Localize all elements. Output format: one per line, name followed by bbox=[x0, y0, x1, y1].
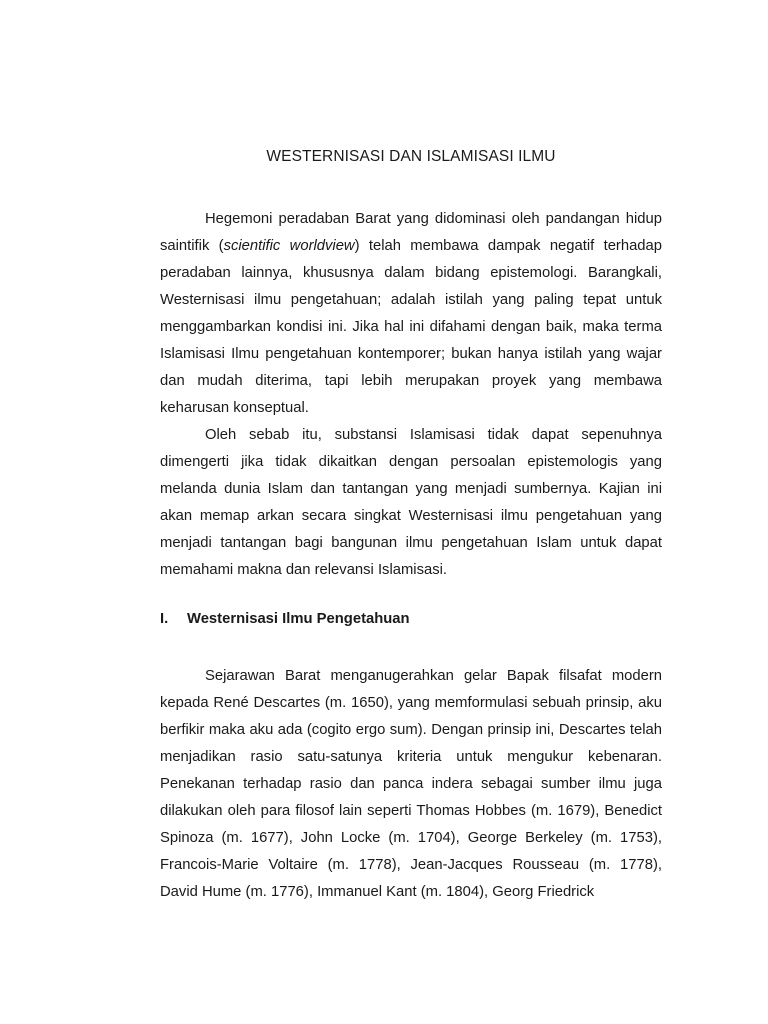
section-1-body bbox=[160, 663, 662, 906]
italic-term: scientific worldview bbox=[223, 238, 355, 254]
section-1-paragraph: Sejarawan Barat menganugerahkan gelar Bapak filsafat modern kepada René Descartes (m. 1650), yang memformulasi sebuah prinsip, aku berfikir maka aku ada (cogito ergo sum). Dengan prinsip ini, Descartes telah menjadikan rasio satu-satunya kriteria untuk mengukur kebenaran. Penekanan terhadap rasio dan panca indera sebagai sumber ilmu juga dilakukan oleh para filosof lain seperti Thomas Hobbes (m. 1679), Benedict Spinoza (m. 1677), John Locke (m. 1704), George Berkeley (m. 1753), Francois-Marie Voltaire (m. 1778), Jean-Jacques Rousseau (m. 1778), David Hume (m. 1776), Immanuel Kant (m. 1804), Georg Friedrick bbox=[160, 668, 662, 900]
paragraph-text: ) telah membawa dampak negatif terhadap peradaban lainnya, khususnya dalam bidang epistemologi. Barangkali, Westernisasi ilmu pengetahuan; adalah istilah yang paling tepat untuk menggambarkan kondisi ini. Jika hal ini difahami dengan baik, maka terma Islamisasi Ilmu pengetahuan kontemporer; bukan hanya istilah yang wajar dan mudah diterima, tapi lebih merupakan proyek yang membawa keharusan konseptual. bbox=[160, 238, 662, 416]
document-title: WESTERNISASI DAN ISLAMISASI ILMU bbox=[266, 148, 556, 165]
section-heading bbox=[160, 611, 410, 627]
section-number: I. bbox=[160, 611, 169, 627]
section-heading-text: Westernisasi Ilmu Pengetahuan bbox=[187, 611, 410, 627]
paragraph-text: Hegemoni peradaban Barat yang didominasi oleh pandangan hidup saintifik ( bbox=[160, 211, 662, 254]
intro-paragraph-1 bbox=[160, 206, 662, 422]
intro-paragraph-2: Oleh sebab itu, substansi Islamisasi tidak dapat sepenuhnya dimengerti jika tidak dikaitkan dengan persoalan epistemologis yang melanda dunia Islam dan tantangan yang menjadi sumbernya. Kajian ini akan memap arkan secara singkat Westernisasi ilmu pengetahuan yang menjadi tantangan bagi bangunan ilmu pengetahuan Islam untuk dapat memahami makna dan relevansi Islamisasi. bbox=[160, 427, 662, 578]
intro-section bbox=[160, 206, 662, 584]
